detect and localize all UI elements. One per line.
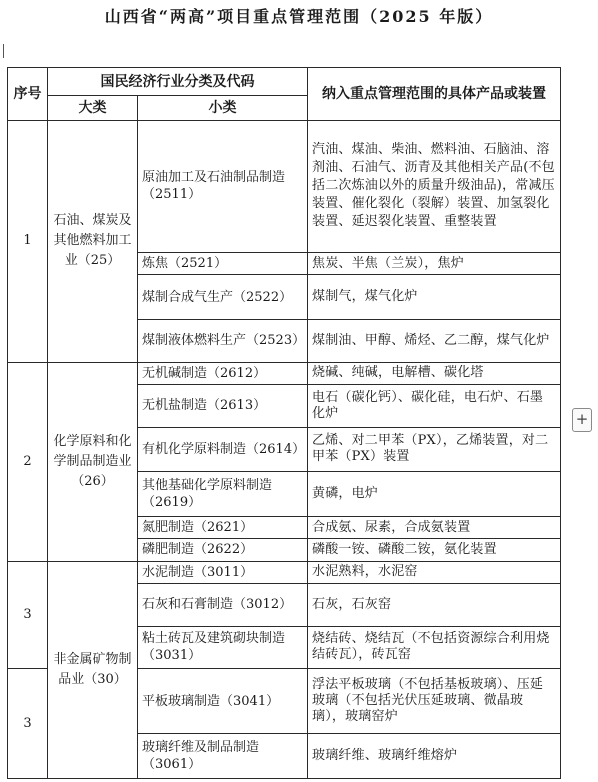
margin-marker <box>3 44 4 58</box>
major-category: 非金属矿物制品业（30） <box>48 561 138 778</box>
product-cell: 玻璃纤维、玻璃纤维熔炉 <box>308 734 561 779</box>
minor-category: 磷肥制造（2622） <box>138 539 308 561</box>
minor-category: 水泥制造（3011） <box>138 561 308 583</box>
minor-category: 无机碱制造（2612） <box>138 362 308 384</box>
product-cell: 汽油、煤油、柴油、燃料油、石脑油、溶剂油、石油气、沥青及其他相关产品(不包括二次炼油以外的质量升级油品)，常减压装置、催化裂化（裂解）装置、加氢裂化装置、延迟裂化装置、重整装置 <box>308 120 561 252</box>
header-num: 序号 <box>8 68 48 121</box>
table-row <box>8 362 561 384</box>
product-cell: 煤制气，煤气化炉 <box>308 275 561 320</box>
product-cell: 合成氨、尿素，合成氨装置 <box>308 516 561 538</box>
minor-category: 粘土砖瓦及建筑砌块制造（3031） <box>138 626 308 669</box>
row-number: 3 <box>8 669 48 779</box>
product-cell: 水泥熟料，水泥窑 <box>308 561 561 583</box>
product-cell: 电石（碳化钙）、碳化硅，电石炉、石墨化炉 <box>308 384 561 427</box>
minor-category: 炼焦（2521） <box>138 252 308 274</box>
row-number: 3 <box>8 561 48 669</box>
product-cell: 黄磷，电炉 <box>308 472 561 517</box>
minor-category: 其他基础化学原料制造（2619） <box>138 472 308 517</box>
product-cell: 烧碱、纯碱，电解槽、碳化塔 <box>308 362 561 384</box>
header-major: 大类 <box>48 96 138 120</box>
major-category: 化学原料和化学制品制造业（26） <box>48 362 138 561</box>
product-cell: 焦炭、半焦（兰炭），焦炉 <box>308 252 561 274</box>
product-cell: 石灰，石灰窑 <box>308 583 561 626</box>
table-row <box>8 120 561 252</box>
minor-category: 原油加工及石油制品制造（2511） <box>138 120 308 252</box>
minor-category: 有机化学原料制造（2614） <box>138 427 308 472</box>
minor-category: 平板玻璃制造（3041） <box>138 669 308 734</box>
minor-category: 煤制合成气生产（2522） <box>138 275 308 320</box>
row-number: 2 <box>8 362 48 561</box>
minor-category: 无机盐制造（2613） <box>138 384 308 427</box>
table-row <box>8 561 561 583</box>
minor-category: 玻璃纤维及制品制造（3061） <box>138 734 308 779</box>
header-products: 纳入重点管理范围的具体产品或装置 <box>308 68 561 121</box>
minor-category: 煤制液体燃料生产（2523） <box>138 319 308 362</box>
minor-category: 石灰和石膏制造（3012） <box>138 583 308 626</box>
document-title: 山西省“两高”项目重点管理范围（2025 年版） <box>104 7 494 26</box>
product-cell: 磷酸一铵、磷酸二铵，氨化装置 <box>308 539 561 561</box>
product-cell: 浮法平板玻璃（不包括基板玻璃）、压延玻璃（不包括光伏压延玻璃、微晶玻璃），玻璃窑炉 <box>308 669 561 734</box>
product-cell: 煤制油、甲醇、烯烃、乙二醇，煤气化炉 <box>308 319 561 362</box>
header-row <box>8 68 561 96</box>
add-button[interactable]: + <box>572 408 592 432</box>
header-minor: 小类 <box>138 96 308 120</box>
industry-table <box>7 67 561 779</box>
major-category: 石油、煤炭及其他燃料加工业（25） <box>48 120 138 362</box>
row-number: 1 <box>8 120 48 362</box>
header-industry: 国民经济行业分类及代码 <box>48 68 308 96</box>
product-cell: 乙烯、对二甲苯（PX），乙烯装置，对二甲苯（PX）装置 <box>308 427 561 472</box>
minor-category: 氮肥制造（2621） <box>138 516 308 538</box>
product-cell: 烧结砖、烧结瓦（不包括资源综合利用烧结砖瓦），砖瓦窑 <box>308 626 561 669</box>
